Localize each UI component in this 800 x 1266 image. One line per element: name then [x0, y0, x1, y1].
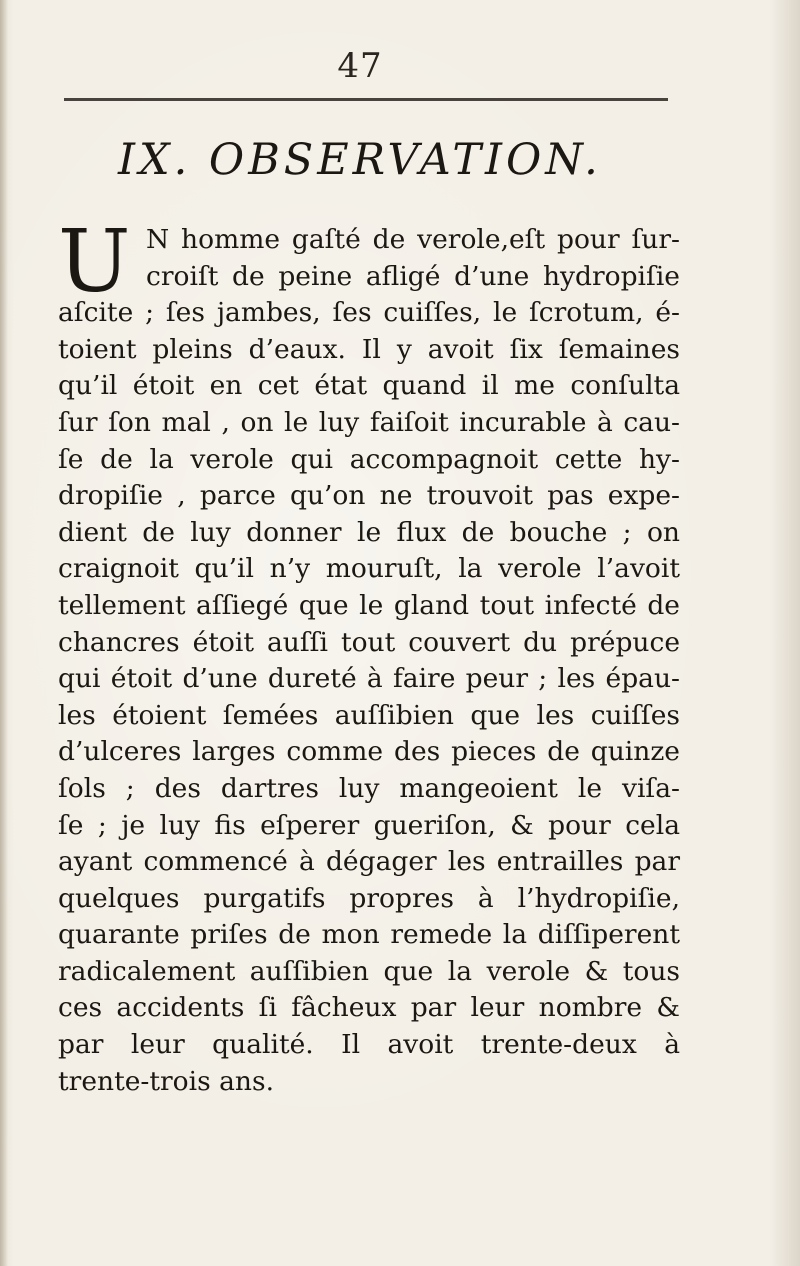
- text-line: quarante priſes de mon remede la diſſiperent: [58, 919, 680, 951]
- observation-text: [58, 212, 680, 1100]
- drop-cap: U: [58, 212, 131, 312]
- text-line: ſols ; des dartres luy mangeoient le viſa-: [58, 772, 680, 804]
- text-line: ayant commencé à dégager les entrailles par: [58, 846, 680, 878]
- text-line: qui étoit d’une dureté à faire peur ; les épau-: [58, 663, 680, 695]
- text-line: tellement aſſiegé que le gland tout infecté de: [58, 589, 680, 621]
- section-heading: IX. OBSERVATION.: [118, 135, 602, 185]
- text-line: ſur ſon mal , on le luy faiſoit incurable à cau-: [58, 406, 680, 438]
- text-line: les étoient ſemées auſſibien que les cuiſſes: [58, 699, 680, 731]
- text-line: dient de luy donner le flux de bouche ; on: [58, 516, 680, 548]
- text-line: N homme gaſté de verole,eſt pour ſur-: [146, 224, 680, 255]
- text-line: ſe ; je luy fis eſperer gueriſon, & pour cela: [58, 809, 680, 841]
- text-line: croiſt de peine afligé d’une hydropiſie: [146, 260, 680, 292]
- text-line: quelques purgatifs propres à l’hydropiſie,: [58, 882, 680, 914]
- text-line: qu’il étoit en cet état quand il me conſulta: [58, 370, 680, 402]
- text-line: d’ulceres larges comme des pieces de quinze: [58, 736, 680, 768]
- opening-lines: [58, 212, 680, 312]
- text-line: dropiſie , parce qu’on ne trouvoit pas expe-: [58, 480, 680, 512]
- text-line: par leur qualité. Il avoit trente-deux à: [58, 1029, 680, 1061]
- text-line: chancres étoit auſſi tout couvert du prépuce: [58, 626, 680, 658]
- header-rule: [64, 98, 668, 101]
- text-line: ces accidents ſi fâcheux par leur nombre &: [58, 992, 680, 1024]
- page-gutter-shadow: [0, 0, 8, 1266]
- page-number: 47: [337, 46, 383, 86]
- text-line: radicalement auſſibien que la verole & tous: [58, 955, 680, 987]
- text-line: ſe de la verole qui accompagnoit cette hy-: [58, 443, 680, 475]
- text-line: craignoit qu’il n’y mouruſt, la verole l’avoit: [58, 553, 680, 585]
- text-line: toient pleins d’eaux. Il y avoit ſix ſemaines: [58, 333, 680, 365]
- text-line: aſcite ; ſes jambes, ſes cuiſſes, le ſcrotum, é-: [58, 297, 680, 329]
- text-line: trente-trois ans.: [58, 1065, 275, 1097]
